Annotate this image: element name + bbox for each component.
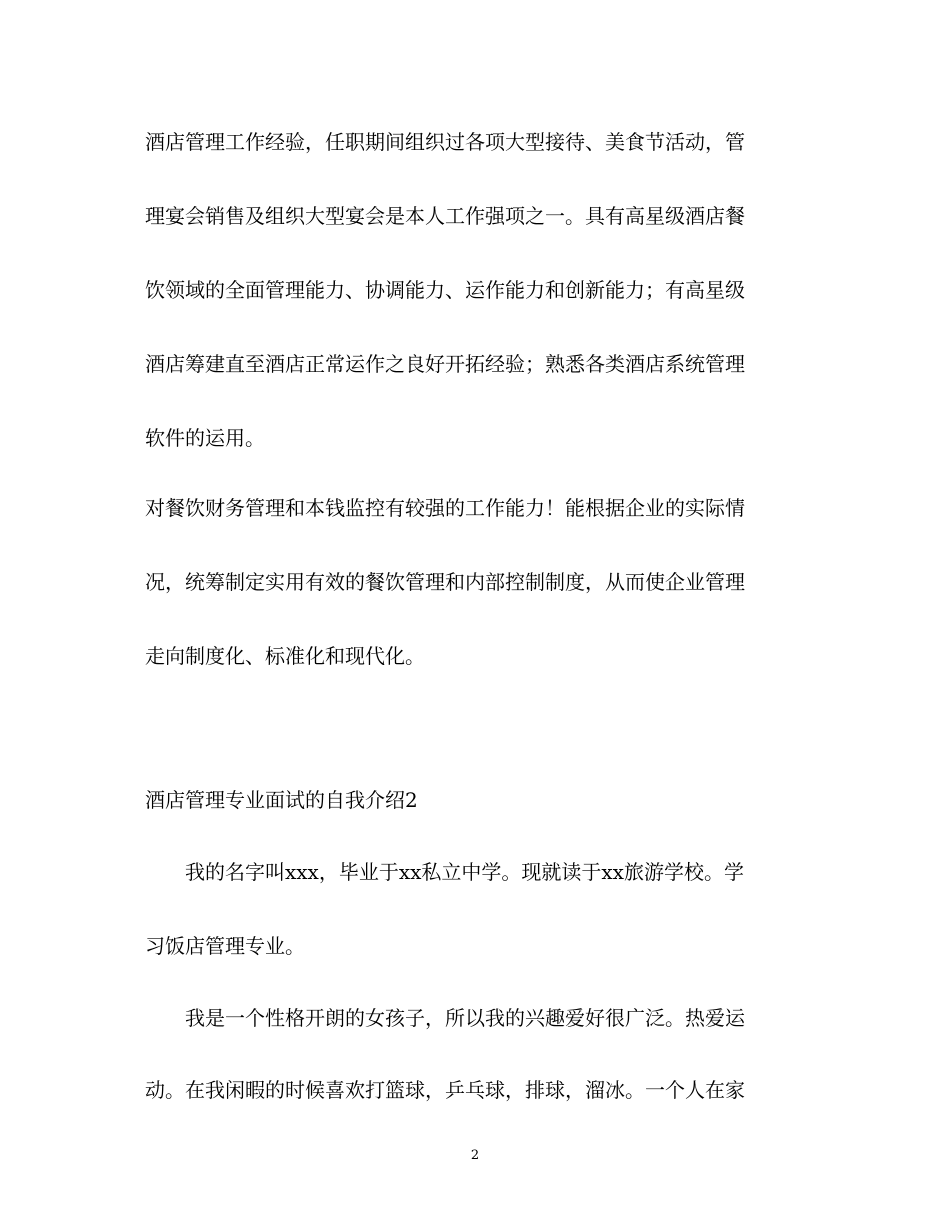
intro-paragraph-line: 我的名字叫xxx，毕业于xx私立中学。现就读于xx旅游学校。学 bbox=[185, 860, 744, 884]
body-text-line: 理宴会销售及组织大型宴会是本人工作强项之一。具有高星级酒店餐 bbox=[145, 204, 745, 228]
page-number: 2 bbox=[470, 1148, 480, 1163]
body-text-line: 饮领域的全面管理能力、协调能力、运作能力和创新能力；有高星级 bbox=[145, 278, 745, 302]
hobby-paragraph-line: 动。在我闲暇的时候喜欢打篮球，乒乓球，排球，溜冰。一个人在家 bbox=[145, 1078, 745, 1102]
body-text-line: 况，统筹制定实用有效的餐饮管理和内部控制制度，从而使企业管理 bbox=[145, 570, 745, 594]
body-text-line: 走向制度化、标准化和现代化。 bbox=[145, 644, 425, 668]
section-title: 酒店管理专业面试的自我介绍2 bbox=[145, 788, 418, 812]
body-text-line: 酒店筹建直至酒店正常运作之良好开拓经验；熟悉各类酒店系统管理 bbox=[145, 352, 745, 376]
body-text-line: 对餐饮财务管理和本钱监控有较强的工作能力！能根据企业的实际情 bbox=[145, 496, 745, 520]
hobby-paragraph-line: 我是一个性格开朗的女孩子，所以我的兴趣爱好很广泛。热爱运 bbox=[185, 1006, 745, 1030]
body-text-line: 软件的运用。 bbox=[145, 426, 265, 450]
body-text-line: 酒店管理工作经验，任职期间组织过各项大型接待、美食节活动，管 bbox=[145, 130, 745, 154]
intro-paragraph-line: 习饭店管理专业。 bbox=[145, 934, 305, 958]
